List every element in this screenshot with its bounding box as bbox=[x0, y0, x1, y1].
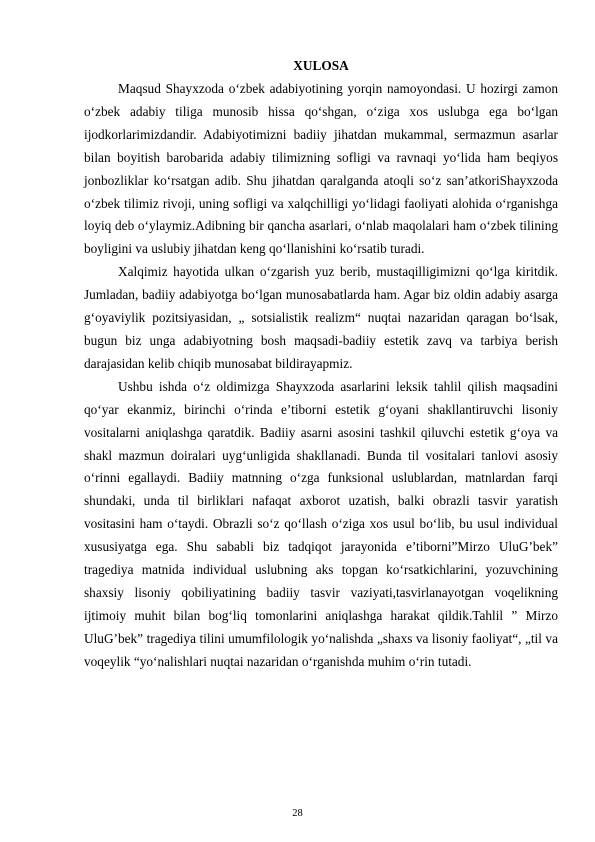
document-page bbox=[84, 54, 558, 674]
paragraph-3: Ushbu ishda o‘z oldimizga Shayxzoda asarlarini leksik tahlil qilish maqsadini qo‘yar ekanmiz, birinchi o‘rinda e’tiborni estetik g‘oyani shakllantiruvchi lisoniy vositalarni aniqlashga qaratdik. Badiiy asarni asosini tashkil qiluvchi estetik g‘oya va shakl mazmun doiralari uyg‘unligida shakllanadi. Bunda til vositalari tanlovi asosiy o‘rinni egallaydi. Badiiy matnning o‘zga funksional uslublardan, matnlardan farqi shundaki, unda til birliklari nafaqat axborot uzatish, balki obrazli tasvir yaratish vositasini ham o‘taydi. Obrazli so‘z qo‘llash o‘ziga xos usul bo‘lib, bu usul individual xususiyatga ega. Shu sababli biz tadqiqot jarayonida e’tiborni”Mirzo UluG’bek” tragediya matnida individual uslubning aks topgan ko‘rsatkichlarini, yozuvchining shaxsiy lisoniy qobiliyatining badiiy tasvir vaziyati,tasvirlanayotgan voqelikning ijtimoiy muhit bilan bog‘liq tomonlarini aniqlashga harakat qildik.Tahlil ” Mirzo UluG’bek” tragediya tilini umumfilologik yo‘nalishda „shaxs va lisoniy faoliyat“, „til va voqeylik “yo‘nalishlari nuqtai nazaridan o‘rganishda muhim o‘rin tutadi. bbox=[84, 378, 558, 669]
paragraph-1: Maqsud Shayxzoda o‘zbek adabiyotining yorqin namoyondasi. U hozirgi zamon o‘zbek adabiy tiliga munosib hissa qo‘shgan, o‘ziga xos uslubga ega bo‘lgan ijodkorlarimizdandir. Adabiyotimizni badiiy jihatdan mukammal, sermazmun asarlar bilan boyitish barobarida adabiy tilimizning sofligi va ravnaqi yo‘lida ham beqiyos jonbozliklar ko‘rsatgan adib. Shu jihatdan qaralganda atoqli so‘z san’atkoriShayxzoda o‘zbek tilimiz rivoji, uning sofligi va xalqchilligi yo‘lidagi faoliyati alohida o‘rganishga loyiq deb o‘ylaymiz.Adibning bir qancha asarlari, o‘nlab maqolalari ham o‘zbek tilining boyligini va uslubiy jihatdan keng qo‘llanishini ko‘rsatib turadi. bbox=[84, 81, 558, 257]
page-number: 28 bbox=[292, 808, 303, 819]
paragraph-2: Xalqimiz hayotida ulkan o‘zgarish yuz berib, mustaqilligimizni qo‘lga kiritdik. Jumladan, badiiy adabiyotga bo‘lgan munosabatlarda ham. Agar biz oldin adabiy asarga g‘oyaviylik pozitsiyasidan, „ sotsialistik realizm“ nuqtai nazaridan qaragan bo‘lsak, bugun biz unga adabiyotning bosh maqsadi-badiiy estetik zavq va tarbiya berish darajasidan kelib chiqib munosabat bildirayapmiz. bbox=[84, 264, 558, 371]
document-title: XULOSA bbox=[293, 58, 349, 73]
